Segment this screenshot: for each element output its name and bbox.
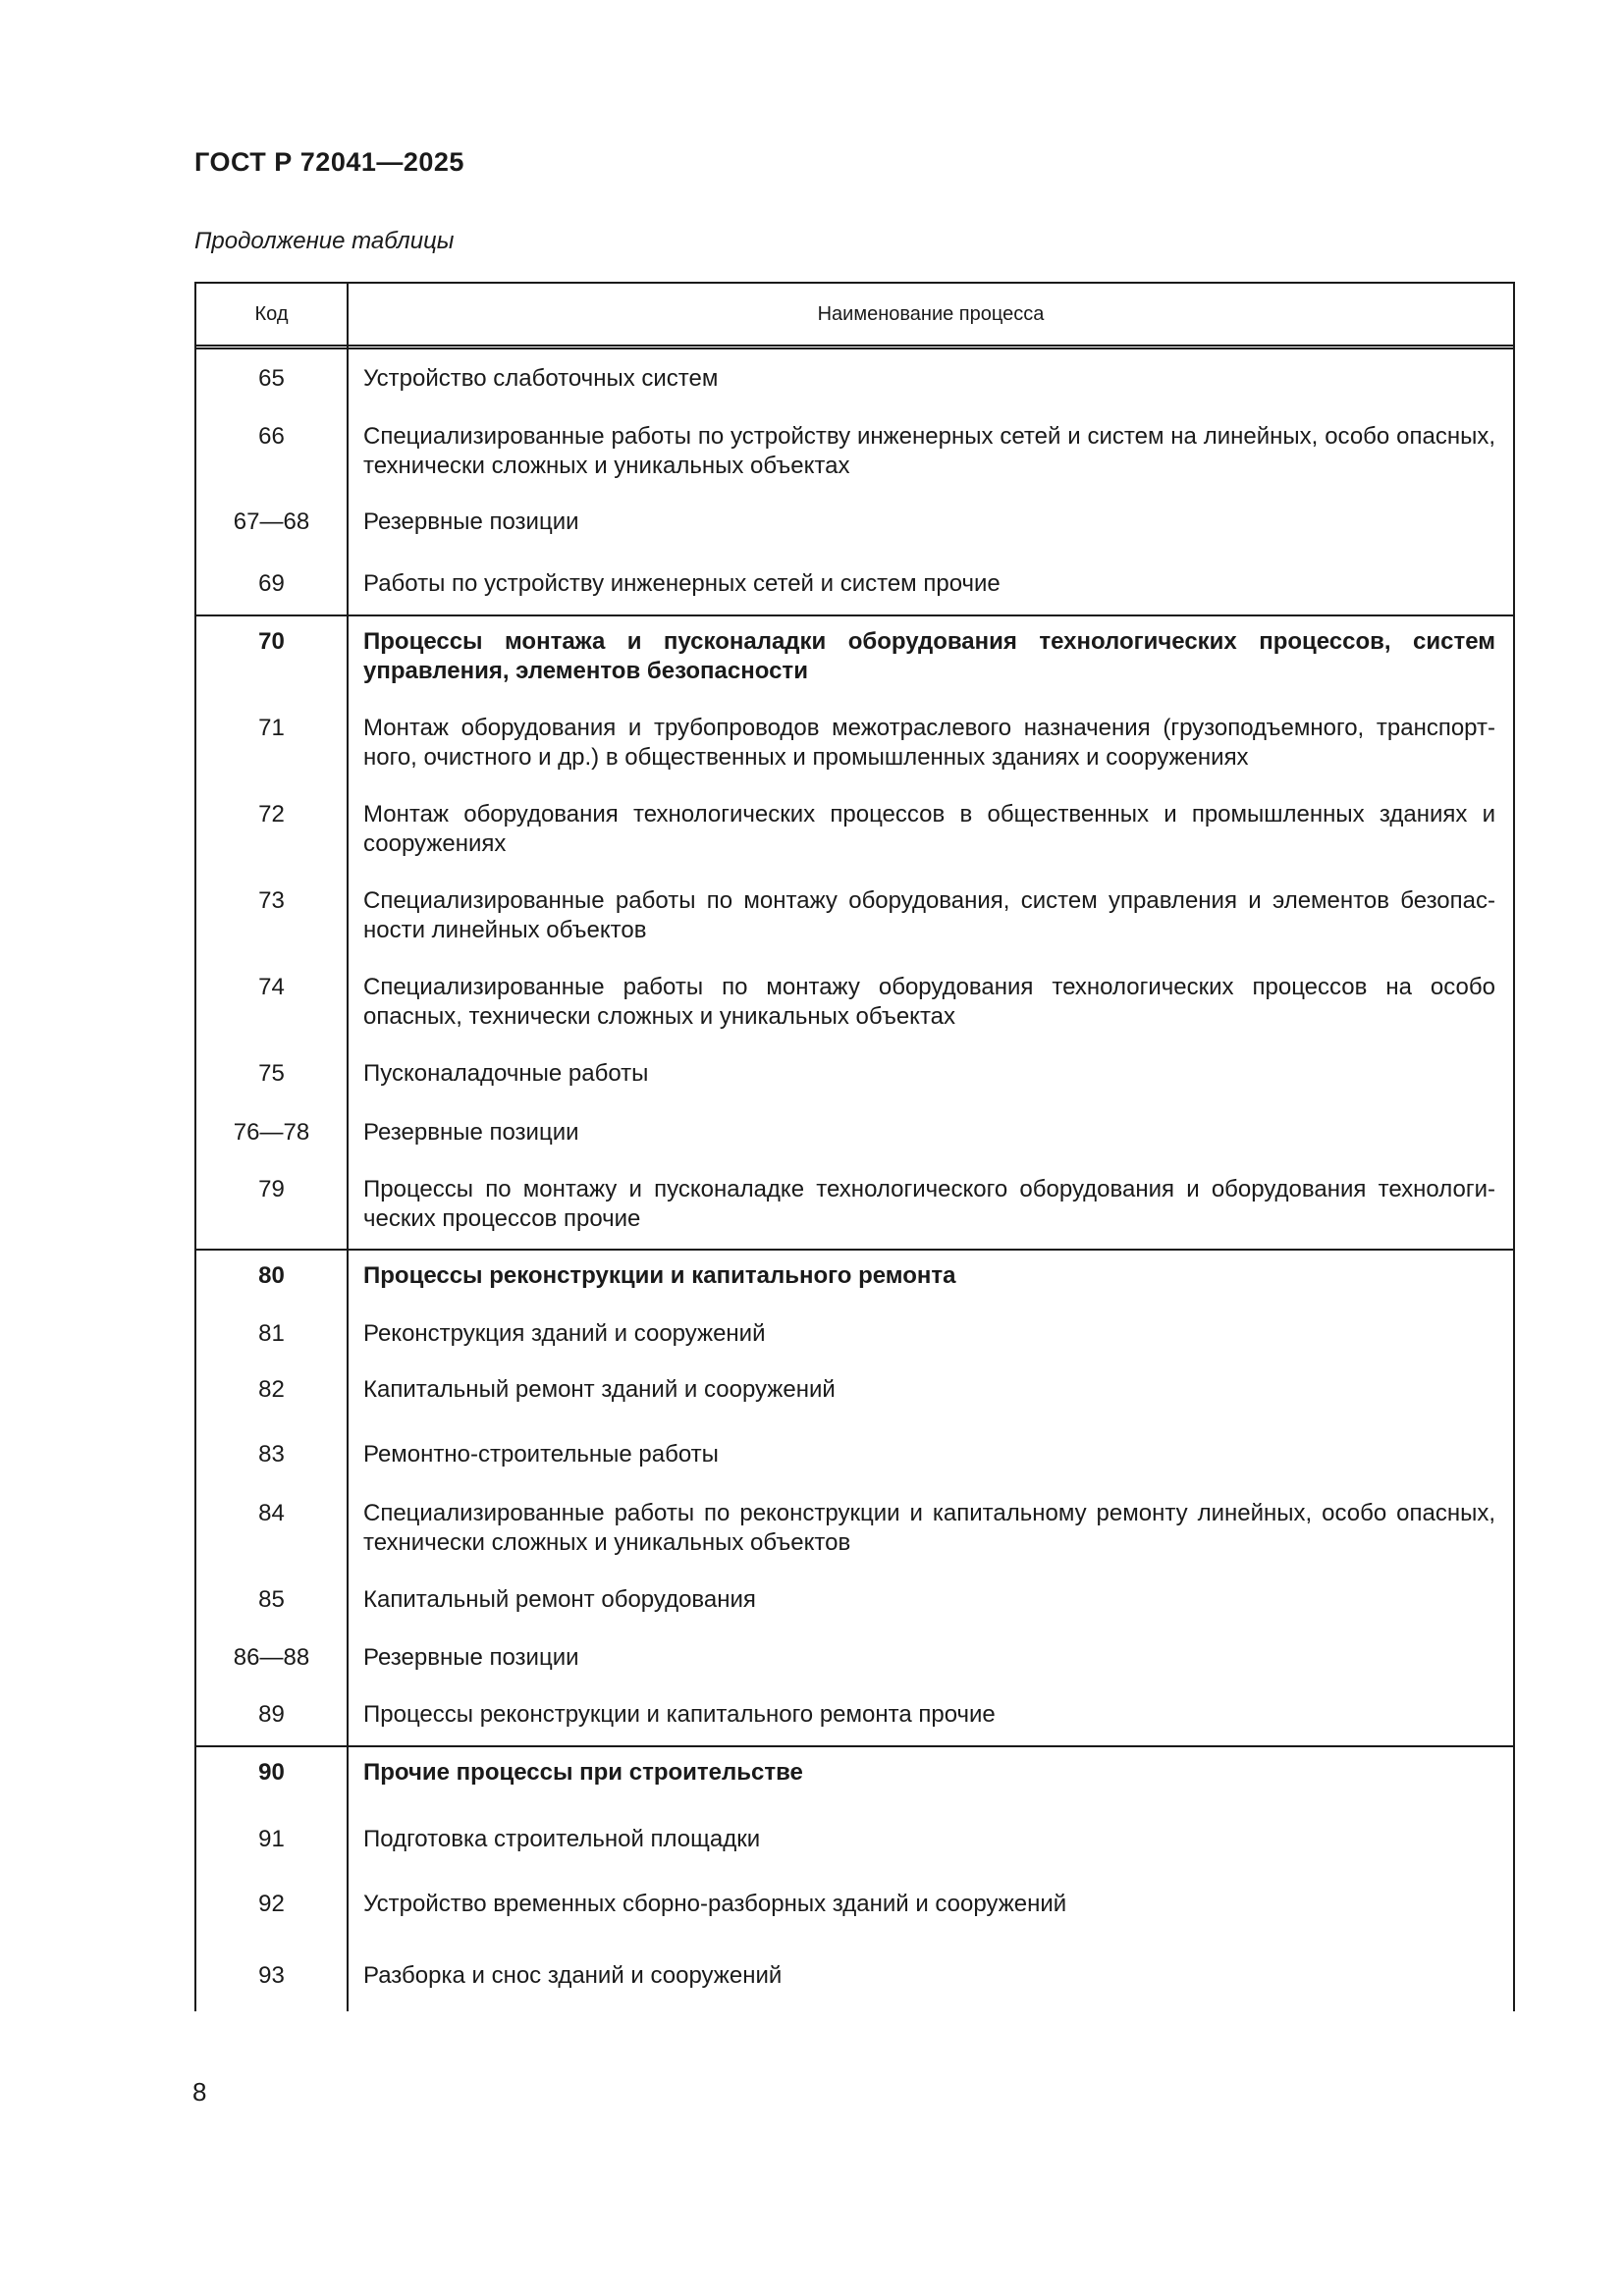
group-divider xyxy=(196,1745,1513,1747)
column-header-name: Наименование процесса xyxy=(817,303,1045,325)
row-code: 67—68 xyxy=(233,508,310,535)
row-code: 76—78 xyxy=(233,1119,310,1146)
row-code: 74 xyxy=(258,974,285,1000)
row-name: Резервные позиции xyxy=(363,508,579,535)
row-code: 83 xyxy=(258,1441,285,1468)
row-name: Реконструкция зданий и сооружений xyxy=(363,1320,766,1347)
row-name: Процессы реконструкции и капитального ремонта прочие xyxy=(363,1701,996,1728)
row-code: 80 xyxy=(258,1262,285,1289)
row-name: Специализированные работы по монтажу оборудования технологических процессов на особо опасных, технически сложных и уникальных объектах xyxy=(363,974,1495,1030)
row-code: 75 xyxy=(258,1060,285,1087)
row-name: Разборка и снос зданий и сооружений xyxy=(363,1962,783,1989)
row-name: Резервные позиции xyxy=(363,1644,579,1671)
row-name: Процессы реконструкции и капитального ремонта xyxy=(363,1262,956,1289)
row-code: 73 xyxy=(258,887,285,914)
page-number: 8 xyxy=(192,2077,207,2107)
row-name: Устройство временных сборно-разборных зданий и сооружений xyxy=(363,1891,1067,1917)
group-divider xyxy=(196,614,1513,616)
row-name: Процессы по монтажу и пусконаладке технологического оборудования и оборудования технологических процессов прочие xyxy=(363,1176,1495,1232)
row-name: Капитальный ремонт зданий и сооружений xyxy=(363,1376,836,1403)
row-name: Процессы монтажа и пусконаладки оборудования технологических процессов, систем управления, элементов безопасности xyxy=(363,628,1495,684)
row-code: 71 xyxy=(258,715,285,741)
row-code: 90 xyxy=(258,1759,285,1786)
table-header-row xyxy=(196,284,1513,349)
row-code: 72 xyxy=(258,801,285,828)
row-code: 91 xyxy=(258,1826,285,1852)
row-code: 84 xyxy=(258,1500,285,1526)
row-code: 89 xyxy=(258,1701,285,1728)
row-code: 65 xyxy=(258,365,285,392)
row-code: 93 xyxy=(258,1962,285,1989)
group-divider xyxy=(196,1249,1513,1251)
row-name: Резервные позиции xyxy=(363,1119,579,1146)
row-name: Работы по устройству инженерных сетей и систем прочие xyxy=(363,570,1001,597)
row-code: 85 xyxy=(258,1586,285,1613)
row-code: 79 xyxy=(258,1176,285,1202)
row-name: Монтаж оборудования и трубопроводов межотраслевого назначения (грузоподъемного, транспортного, очистного и др.) в общественных и промышленных зданиях и сооружениях xyxy=(363,715,1495,771)
row-code: 81 xyxy=(258,1320,285,1347)
row-name: Пусконаладочные работы xyxy=(363,1060,649,1087)
table-continuation-caption: Продолжение таблицы xyxy=(194,228,455,254)
row-code: 82 xyxy=(258,1376,285,1403)
row-name: Специализированные работы по реконструкции и капитальному ремонту линейных, особо опасных, технически сложных и уникальных объектов xyxy=(363,1500,1495,1556)
row-code: 92 xyxy=(258,1891,285,1917)
row-name: Специализированные работы по монтажу оборудования, систем управления и элементов безопасности линейных объектов xyxy=(363,887,1495,943)
row-name: Устройство слаботочных систем xyxy=(363,365,719,392)
row-code: 66 xyxy=(258,423,285,450)
row-name: Капитальный ремонт оборудования xyxy=(363,1586,756,1613)
row-code: 70 xyxy=(258,628,285,655)
row-name: Прочие процессы при строительстве xyxy=(363,1759,803,1786)
row-code: 86—88 xyxy=(233,1644,310,1671)
row-name: Ремонтно-строительные работы xyxy=(363,1441,719,1468)
row-code: 69 xyxy=(258,570,285,597)
column-divider xyxy=(347,284,349,2011)
row-name: Монтаж оборудования технологических процессов в общественных и промышленных зданиях и сооружениях xyxy=(363,801,1495,857)
column-header-code: Код xyxy=(254,303,289,325)
row-name: Подготовка строительной площадки xyxy=(363,1826,761,1852)
row-name: Специализированные работы по устройству инженерных сетей и систем на линейных, особо опасных, технически сложных и уникальных объектах xyxy=(363,423,1495,479)
process-table xyxy=(194,282,1515,2011)
document-header: ГОСТ Р 72041—2025 xyxy=(194,147,464,177)
